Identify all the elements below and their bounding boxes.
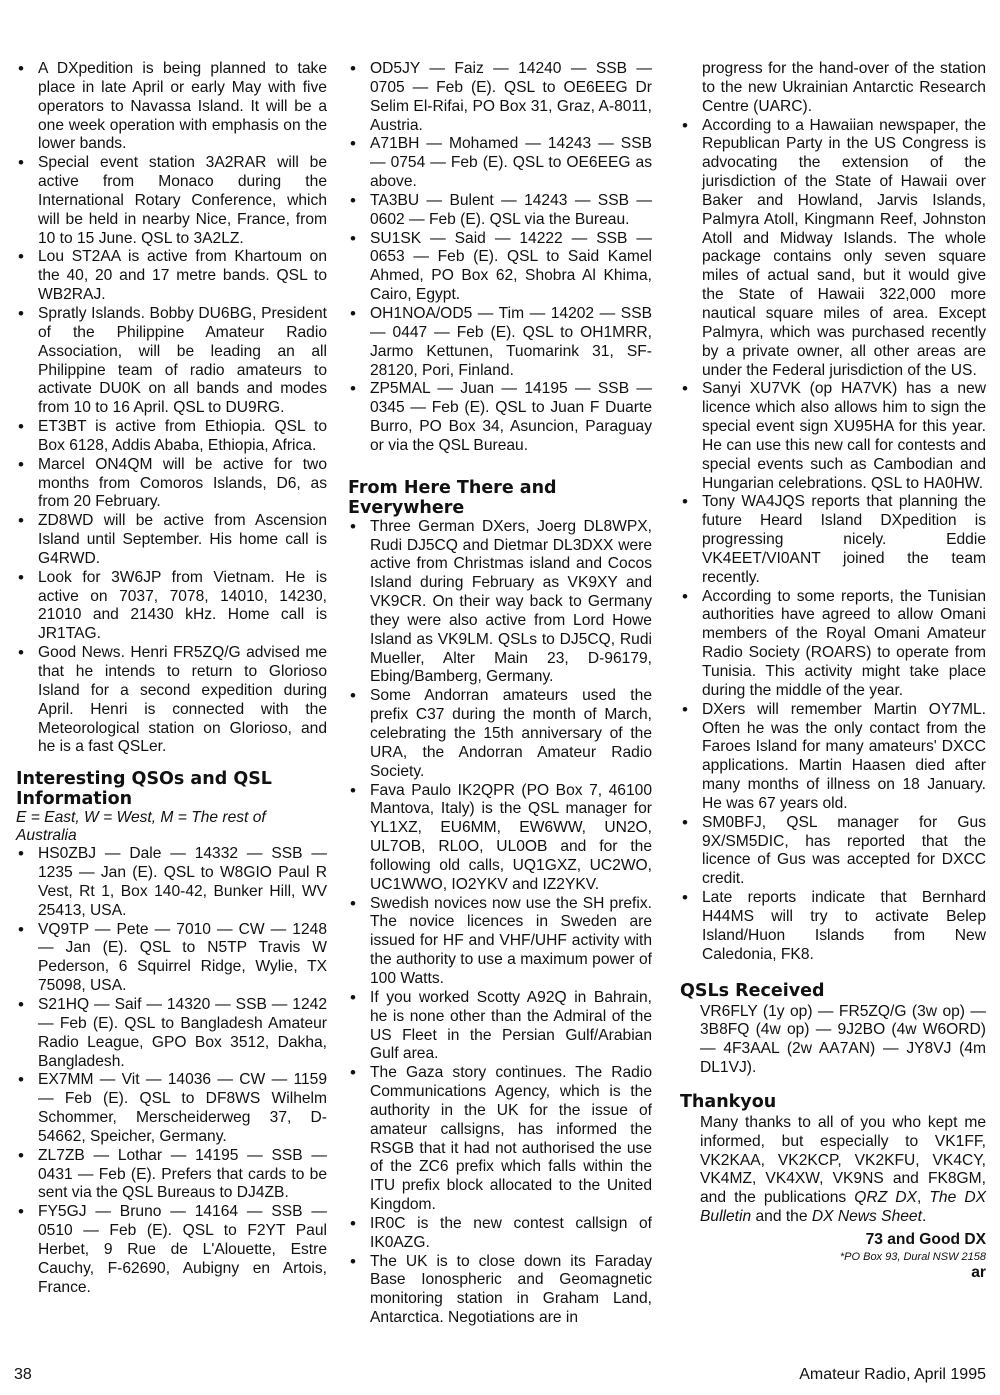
- list-item: • IR0C is the new contest callsign of IK0AZG.: [346, 1215, 652, 1253]
- section-heading-thanks: Thankyou: [680, 1091, 777, 1112]
- qso-item: • ZP5MAL — Juan — 14195 — SSB — 0345 — Feb (E). QSL to Juan F Duarte Burro, PO Box 34, Asuncion, Paraguay or via the QSL Bureau.: [346, 380, 652, 455]
- qso-item: • HS0ZBJ — Dale — 14332 — SSB — 1235 — Jan (E). QSL to W8GIO Paul R Vest, Rt 1, Box 140-42, Bunker Hill, WV 25413, USA.: [14, 845, 327, 920]
- publication-name: DX News Sheet: [811, 1208, 922, 1226]
- separator-text: ,: [916, 1189, 930, 1207]
- qso-list-2: [346, 60, 652, 456]
- list-item: • Three German DXers, Joerg DL8WPX, Rudi DJ5CQ and Dietmar DL3DXX were active from Christmas island and Cocos Island during February as VK9XY and VK9CR. On their way back to Germany they were also active from Lord Howe Island as VK9LM. QSLs to DJ5CQ, Rudi Mueller, Alter Main 23, D-96179, Ebing/Bamberg, Germany.: [346, 518, 652, 688]
- list-item: • The UK is to close down its Faraday Base Ionospheric and Geomagnetic monitoring station in Graham Land, Antarctica. Negotiations are in: [346, 1253, 652, 1328]
- publication-name: QRZ DX: [854, 1189, 917, 1207]
- qso-item: • TA3BU — Bulent — 14243 — SSB — 0602 — Feb (E). QSL via the Bureau.: [346, 192, 652, 230]
- author-address: *PO Box 93, Dural NSW 2158: [839, 1250, 986, 1263]
- list-item: • A DXpedition is being planned to take place in late April or early May with five operators to Navassa Island. It will be a one week operation with emphasis on the lower bands.: [14, 60, 327, 154]
- thanks-paragraph: [678, 1114, 986, 1227]
- list-item: • DXers will remember Martin OY7ML. Often he was the only contact from the Faroes Island for many amateurs' DXCC applications. Martin Haasen died after many months of illness on 18 January. He was 67 years old.: [678, 701, 986, 814]
- region-note: E = East, W = West, M = The rest of Australia: [16, 809, 266, 845]
- continued-paragraph: progress for the hand-over of the station to the new Ukrainian Antarctic Research Centre (UARC).: [702, 60, 986, 115]
- list-item: • Look for 3W6JP from Vietnam. He is active on 7037, 7078, 14010, 14230, 21010 and 21430 kHz. Home call is JR1TAG.: [14, 569, 327, 644]
- qso-item: • VQ9TP — Pete — 7010 — CW — 1248 — Jan (E). QSL to N5TP Travis W Pederson, 6 Squirrel Ridge, Wylie, TX 75098, USA.: [14, 921, 327, 996]
- column-3: [678, 60, 986, 1283]
- qso-item: • A71BH — Mohamed — 14243 — SSB — 0754 — Feb (E). QSL to OE6EEG as above.: [346, 135, 652, 192]
- qso-item: • SU1SK — Said — 14222 — SSB — 0653 — Feb (E). QSL to Said Kamel Ahmed, PO Box 62, Shobra Al Khima, Cairo, Egypt.: [346, 230, 652, 305]
- section-heading-everywhere: From Here There and Everywhere: [348, 477, 557, 518]
- column-2: [346, 60, 652, 1328]
- qso-item: • S21HQ — Saif — 14320 — SSB — 1242 — Feb (E). QSL to Bangladesh Amateur Radio League, GPO Box 3512, Dakha, Bangladesh.: [14, 996, 327, 1071]
- article-end-mark: ar: [971, 1263, 986, 1281]
- publication-name: The DX Bulletin: [700, 1189, 987, 1226]
- news-list-1: [14, 60, 327, 757]
- list-item: • According to a Hawaiian newspaper, the Republican Party in the US Congress is advocating the extension of the jurisdiction of the State of Hawaii over Baker and Howland, Jarvis Islands, Palmyra Atoll, Kingmann Reef, Johnston Atoll and Midway Islands. The whole package contains only seven square miles of actual sand, but it would give the State of Hawaii 322,000 more nautical square miles of area. Except Palmyra, which was purchased recently by a private owner, all other areas are under the Federal jurisdiction of the US.: [678, 117, 986, 381]
- qso-list-1: [14, 845, 327, 1297]
- qso-item: • FY5GJ — Bruno — 14164 — SSB — 0510 — Feb (E). QSL to F2YT Paul Herbet, 9 Rue de L'Alouette, Estre Cauchy, F-62690, Aubigny en Artois, France.: [14, 1203, 327, 1297]
- list-item: • The Gaza story continues. The Radio Communications Agency, which is the authority in the UK for the issue of amateur callsigns, has informed the RSGB that it had not authorised the use of the ZC6 prefix which falls within the ITU prefix block allocated to the United Kingdom.: [346, 1064, 652, 1215]
- list-item: • SM0BFJ, QSL manager for Gus 9X/SM5DIC, has reported that the licence of Gus was accepted for DXCC credit.: [678, 814, 986, 889]
- separator-text: .: [921, 1208, 927, 1226]
- list-item: • Late reports indicate that Bernhard H44MS will try to activate Belep Island/Huon Islands from New Caledonia, FK8.: [678, 889, 986, 964]
- list-item: • Good News. Henri FR5ZQ/G advised me that he intends to return to Glorioso Island for a second expedition during April. Henri is connected with the Meteorological station on Glorioso, and he is a fast QSLer.: [14, 644, 327, 757]
- list-item: • ET3BT is active from Ethiopia. QSL to Box 6128, Addis Ababa, Ethiopia, Africa.: [14, 418, 327, 456]
- page-number: 38: [14, 1366, 32, 1383]
- list-item: • If you worked Scotty A92Q in Bahrain, he is none other than the Admiral of the US Fleet in the Persian Gulf/Arabian Gulf area.: [346, 989, 652, 1064]
- list-item: • Fava Paulo IK2QPR (PO Box 7, 46100 Mantova, Italy) is the QSL manager for YL1XZ, EU6MM, EW6WW, UN2O, UL7OB, RL0O, UL0OB and for the following old calls, UQ1GXZ, UC2WO, UC1WWO, IO2YKV and IZ2YKV.: [346, 782, 652, 895]
- qsls-paragraph: VR6FLY (1y op) — FR5ZQ/G (3w op) — 3B8FQ (4w op) — 9J2BO (4w W6ORD) — 4F3AAL (2w AA7AN) — JY8VJ (4m DL1VJ).: [700, 1002, 986, 1077]
- list-item: • Tony WA4JQS reports that planning the future Heard Island DXpedition is progressing nicely. Eddie VK4EET/VI0ANT joined the team recently.: [678, 493, 986, 587]
- section-heading-qsls: QSLs Received: [680, 980, 825, 1001]
- news-list-3: [678, 117, 986, 965]
- qso-item: • EX7MM — Vit — 14036 — CW — 1159 — Feb (E). QSL to DF8WS Wilhelm Schommer, Merscheiderweg 37, D-54662, Speicher, Germany.: [14, 1071, 327, 1146]
- list-item: • Lou ST2AA is active from Khartoum on the 40, 20 and 17 metre bands. QSL to WB2RAJ.: [14, 248, 327, 305]
- list-item: • Swedish novices now use the SH prefix. The novice licences in Sweden are issued for HF and VHF/UHF activity with the authority to use a maximum power of 100 Watts.: [346, 895, 652, 989]
- thanks-text: Many thanks to all of you who kept me informed, but especially to VK1FF, VK2KAA, VK2KCP, VK2KFU, VK4CY, VK4MZ, VK4XW, VK9NS and FK8GM, and the publications: [700, 1113, 986, 1207]
- list-item: • According to some reports, the Tunisian authorities have agreed to allow Omani members of the Royal Omani Amateur Radio Society (ROARS) to operate from Tunisia. This activity might take place during the middle of the year.: [678, 588, 986, 701]
- column-1: [14, 60, 327, 1297]
- separator-text: and the: [751, 1208, 812, 1226]
- news-list-2: [346, 518, 652, 1328]
- list-item: • Special event station 3A2RAR will be active from Monaco during the International Rotary Conference, which will be held in nearby Nice, France, from 10 to 15 June. QSL to 3A2LZ.: [14, 154, 327, 248]
- list-item: • Marcel ON4QM will be active for two months from Comoros Islands, D6, as from 20 February.: [14, 456, 327, 513]
- signoff: 73 and Good DX: [865, 1230, 986, 1248]
- list-item: • Spratly Islands. Bobby DU6BG, President of the Philippine Amateur Radio Association, will be leading an all Philippine team of radio amateurs to activate DU0K on all bands and modes from 10 to 16 April. QSL to DU9RG.: [14, 305, 327, 418]
- qso-item: • OD5JY — Faiz — 14240 — SSB — 0705 — Feb (E). QSL to OE6EEG Dr Selim El-Rifai, PO Box 31, Graz, A-8011, Austria.: [346, 60, 652, 135]
- section-heading-qsos: Interesting QSOs and QSL Information: [16, 769, 272, 810]
- list-item: • ZD8WD will be active from Ascension Island until September. His home call is G4RWD.: [14, 512, 327, 569]
- list-item: • Sanyi XU7VK (op HA7VK) has a new licence which also allows him to sign the special event sign XU95HA for this year. He can use this new call for contests and special events such as Cambodian and Hungarian celebrations. QSL to HA0HW.: [678, 380, 986, 493]
- qso-item: • OH1NOA/OD5 — Tim — 14202 — SSB — 0447 — Feb (E). QSL to OH1MRR, Jarmo Kettunen, Tuomarink 31, SF-28120, Pori, Finland.: [346, 305, 652, 380]
- magazine-footer: Amateur Radio, April 1995: [799, 1366, 986, 1383]
- qso-item: • ZL7ZB — Lothar — 14195 — SSB — 0431 — Feb (E). Prefers that cards to be sent via the QSL Bureaus to DJ4ZB.: [14, 1147, 327, 1204]
- list-item: • Some Andorran amateurs used the prefix C37 during the month of March, celebrating the 15th anniversary of the URA, the Andorran Amateur Radio Society.: [346, 687, 652, 781]
